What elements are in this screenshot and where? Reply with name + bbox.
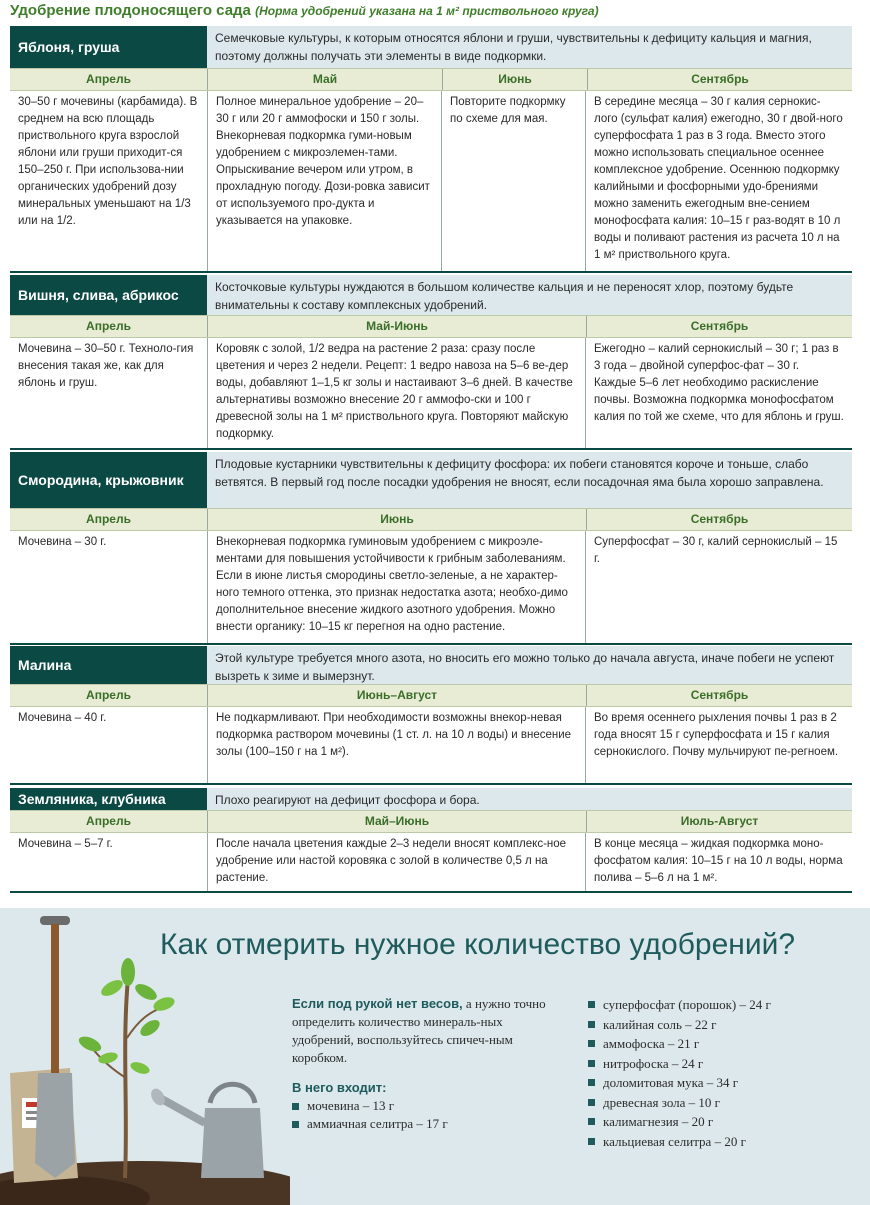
sapling-icon [77, 958, 177, 1178]
title-subtitle: (Норма удобрений указана на 1 м² приствольного круга) [255, 4, 599, 18]
shovel-icon [35, 916, 75, 1178]
bullet-icon [588, 1001, 595, 1008]
measure-panel [0, 908, 870, 1205]
content-row [10, 338, 852, 448]
title-main: Удобрение плодоносящего сада [10, 2, 251, 19]
bullet-icon [588, 1060, 595, 1067]
section-currant-gooseberry [10, 452, 852, 645]
cell-july-august: В конце месяца – жидкая подкормка моно-фосфатом калия: 10–15 г на 10 л воды, норма полива – 5–6 л на 1 м². [585, 833, 852, 891]
cell-april: 30–50 г мочевины (карбамида). В среднем на всю площадь приствольного круга взрослой яблони или груши приходит-ся 150–250 г. При использова-нии органических удобрений дозу минеральных уменьшают на 1/3 или на 1/2. [18, 96, 198, 227]
cell-june-august: Не подкармливают. При необходимости возможны внекор-невая подкормка раствором мочевины (1 ст. л. на 10 л воды) и внесение золы (100–150 г на 1 м²). [207, 707, 585, 783]
cell-september: Суперфосфат – 30 г, калий сернокислый – 15 г. [585, 531, 852, 643]
list-item [588, 1073, 858, 1093]
content-row [10, 91, 852, 271]
month-header: Июнь [442, 69, 587, 90]
month-header-row [10, 684, 852, 707]
section-apple-pear [10, 26, 852, 273]
bullet-icon [292, 1121, 299, 1128]
measure-list-column [588, 995, 858, 1151]
measure-intro-text: а нужно точно определить количество минераль-ных удобрений, воспользуйтесь спичеч-ным коробком. [292, 996, 546, 1065]
month-header: Май [207, 69, 442, 90]
section-divider [10, 271, 852, 273]
cell-may-june: Коровяк с золой, 1/2 ведра на растение 2 раза: сразу после цветения и через 2 недели. Рецепт: 1 ведро навоза на 5–6 ве-дер воды, добавляют 1–1,5 кг золы и настаивают 3–6 дней. В качестве альтернативы возможно внесение 20 г аммофо-ски и 100 г древесной золы на 1 м² приствольного круга. Повторяют майскую подкормку. [207, 338, 585, 448]
list-item-text: калийная соль – 22 г [603, 1016, 717, 1032]
month-header: Сентябрь [586, 685, 852, 706]
list-item-text: кальциевая селитра – 20 г [603, 1133, 746, 1149]
measure-intro [292, 995, 562, 1067]
list-item-text: калимагнезия – 20 г [603, 1114, 714, 1129]
section-divider [10, 783, 852, 785]
month-header: Апрель [86, 72, 131, 86]
section-cherry-plum-apricot [10, 275, 852, 450]
list-item [588, 1054, 858, 1074]
list-item [588, 1034, 858, 1054]
month-header-row [10, 810, 852, 833]
month-header: Апрель [86, 512, 131, 526]
cell-september: В середине месяца – 30 г калия сернокис-лого (сульфат калия) ежегодно, 30 г двой-ного суперфосфата 1 раз в 3 года. Вместо этого можно использовать специальное осеннее комплексное удобрение. Осеннюю подкормку калийными и фосфорными удо-брениями можно заменить ежегодным вне-сением монофосфата калия: 10–15 г раз-водят в 10 л воды и поливают растения из расчета 10 л на 1 м² приствольного круга. [585, 91, 852, 271]
bullet-icon [588, 1040, 595, 1047]
bullet-icon [588, 1079, 595, 1086]
list-item-text: аммофоска – 21 г [603, 1036, 700, 1051]
crop-name: Малина [10, 646, 207, 684]
crop-name: Смородина, крыжовник [10, 452, 207, 508]
crop-note: Плодовые кустарники чувствительны к дефициту фосфора: их побеги становятся короче и тоньше, слабо ветвятся. В первый год после посадки удобрения не вносят, если посадочная яма была хорошо заправлена. [207, 452, 852, 508]
crop-note: Косточковые культуры нуждаются в большом количестве кальция и не переносят хлор, поэтому будьте внимательны к составу комплексных удобрений. [207, 275, 852, 315]
bullet-icon [588, 1021, 595, 1028]
bullet-icon [588, 1118, 595, 1125]
cell-april: Мочевина – 5–7 г. [18, 838, 113, 850]
contains-heading: В него входит: [292, 1080, 387, 1095]
month-header: Июнь [207, 509, 586, 530]
crop-name: Вишня, слива, абрикос [10, 275, 207, 315]
month-header: Сентябрь [586, 509, 852, 530]
cell-may: Полное минеральное удобрение – 20–30 г или 20 г аммофоски и 150 г золы. Внекорневая подкормка гуми-новым удобрением с микроэлемен-тами. Опрыскивание вечером или утром, в прохладную погоду. Дози-ровка зависит от используемого про-дукта и указывается на упаковке. [207, 91, 441, 271]
list-item-text: древесная зола – 10 г [603, 1094, 720, 1110]
content-row [10, 531, 852, 643]
section-strawberry [10, 788, 852, 893]
month-header: Июль-Август [586, 811, 852, 832]
measure-heading: Как отмерить нужное количество удобрений? [160, 928, 796, 961]
cell-june: Повторите подкормку по схеме для мая. [441, 91, 585, 271]
bullet-icon [292, 1103, 299, 1110]
section-divider [10, 891, 852, 893]
section-divider [10, 448, 852, 450]
cell-may-june: После начала цветения каждые 2–3 недели вносят комплекс-ное удобрение или настой коровяка с золой в количестве 0,5 л на растение. [207, 833, 585, 891]
list-item [588, 1015, 858, 1035]
month-header: Май–Июнь [207, 811, 586, 832]
cell-june: Внекорневая подкормка гуминовым удобрением с микроэле-ментами для повышения устойчивости к грибным заболеваниям. Если в июне листья смородины светло-зеленые, а не характер-ного темного оттенка, это признак недостатка азота; необхо-димо дополнительное внесение жидкого азотного удобрения. Можно внести органику: 10–15 кг перегноя на одно растение. [207, 531, 585, 643]
crop-note: Плохо реагируют на дефицит фосфора и бора. [207, 788, 852, 810]
month-header-row [10, 68, 852, 91]
list-item-text: аммиачная селитра – 17 г [307, 1116, 448, 1131]
list-item [292, 1115, 562, 1133]
cell-april: Мочевина – 30 г. [18, 536, 107, 548]
cell-april: Мочевина – 30–50 г. Техноло-гия внесения такая же, как для яблонь и груш. [18, 343, 194, 389]
content-row [10, 833, 852, 891]
crop-note: Семечковые культуры, к которым относятся яблони и груши, чувствительны к дефициту кальция и магния, поэтому должны получать эти элементы в виде подкормки. [207, 26, 852, 68]
bullet-icon [588, 1138, 595, 1145]
month-header: Май-Июнь [207, 316, 586, 337]
bullet-icon [588, 1099, 595, 1106]
month-header: Апрель [86, 319, 131, 333]
page-title [10, 2, 599, 19]
list-item [588, 1132, 858, 1152]
list-item [292, 1097, 562, 1115]
month-header: Июнь–Август [207, 685, 586, 706]
cell-september: Ежегодно – калий сернокислый – 30 г; 1 раз в 3 года – двойной суперфос-фат – 30 г. Каждые 5–6 лет необходимо раскисление почвы. Возможна подкормка монофосфатом калия по той же схеме, что для яблонь и груш. [585, 338, 852, 448]
crop-note: Этой культуре требуется много азота, но вносить его можно только до начала августа, иначе побеги не успеют вызреть к зиме и вымерзнут. [207, 646, 852, 684]
list-item-text: мочевина – 13 г [307, 1098, 395, 1113]
content-row [10, 707, 852, 783]
month-header: Апрель [86, 814, 131, 828]
list-item [588, 1112, 858, 1132]
measure-intro-column [292, 995, 562, 1133]
list-item-text: доломитовая мука – 34 г [603, 1075, 739, 1090]
cell-september: Во время осеннего рыхления почвы 1 раз в 2 года вносят 15 г суперфосфата и 15 г калия сернокислого. Почву мульчируют пе-регноем. [585, 707, 852, 783]
month-header: Сентябрь [586, 316, 852, 337]
month-header-row [10, 315, 852, 338]
measure-lead: Если под рукой нет весов, [292, 996, 463, 1011]
month-header: Апрель [86, 688, 131, 702]
section-raspberry [10, 646, 852, 785]
section-divider [10, 643, 852, 645]
list-item-text: нитрофоска – 24 г [603, 1055, 704, 1071]
month-header: Сентябрь [587, 69, 852, 90]
list-item [588, 995, 858, 1015]
list-item [588, 1093, 858, 1113]
cell-april: Мочевина – 40 г. [18, 712, 107, 724]
month-header-row [10, 508, 852, 531]
crop-name: Земляника, клубника [10, 788, 207, 810]
crop-name: Яблоня, груша [10, 26, 207, 68]
list-item-text: суперфосфат (порошок) – 24 г [603, 997, 771, 1012]
